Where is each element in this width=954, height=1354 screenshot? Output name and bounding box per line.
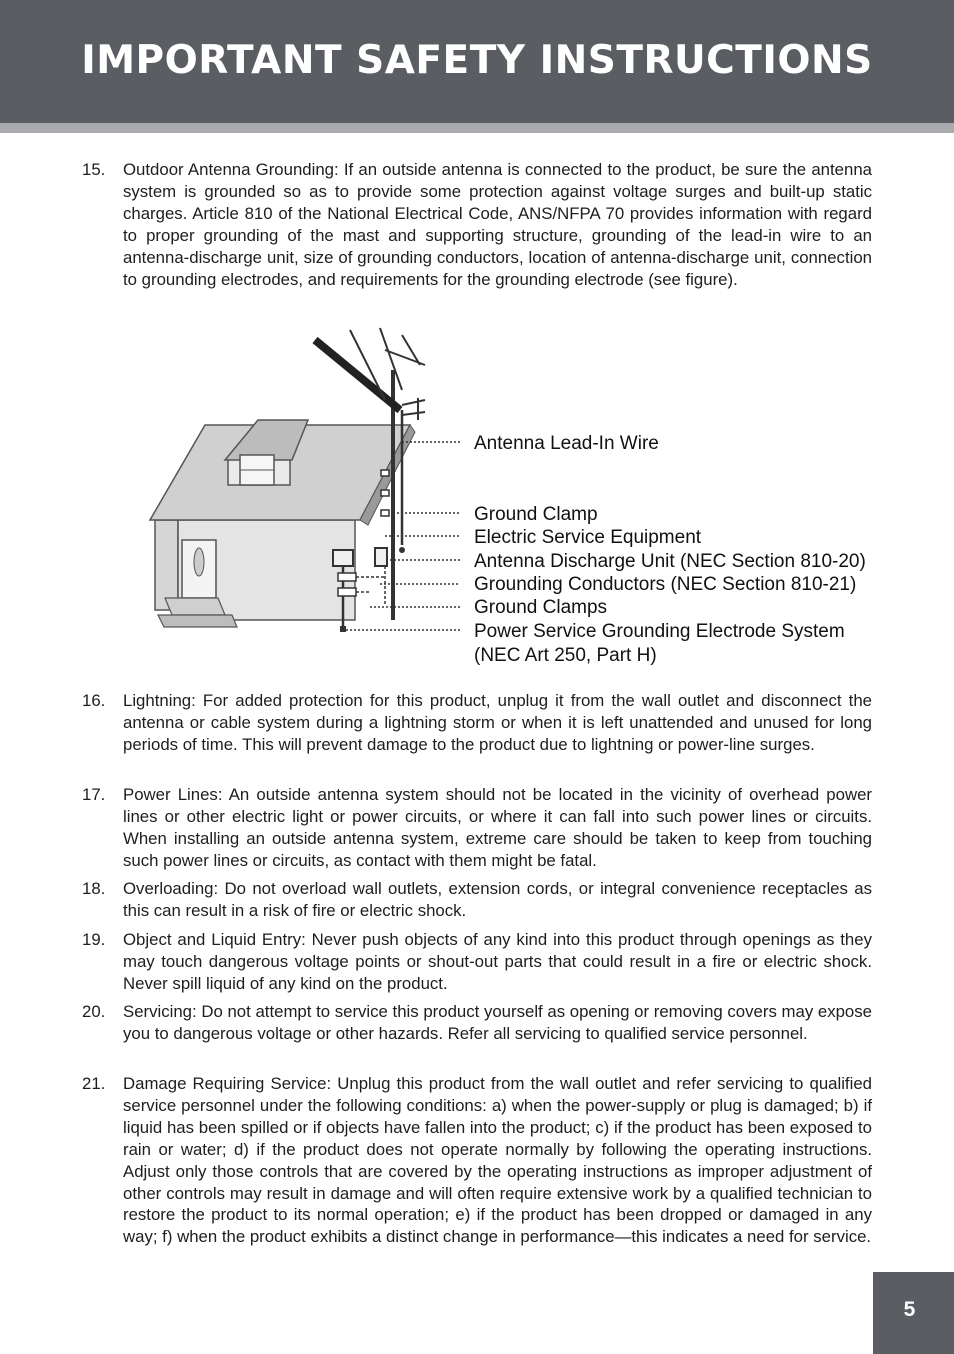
page-number-tab <box>873 1272 954 1354</box>
item-text: Lightning: For added protection for this product, unplug it from the wall outlet and disconnect the antenna or cable system during a lightning storm or when it is left unattended and unused for long periods of time. This will prevent damage to the product due to lightning or power-line surges. <box>123 691 872 754</box>
instruction-item-20 <box>82 1001 872 1045</box>
antenna-grounding-diagram <box>140 320 880 675</box>
label-electric-service: Electric Service Equipment <box>474 527 702 548</box>
instruction-item-21 <box>82 1073 872 1248</box>
instruction-item-15 <box>82 159 872 290</box>
instruction-item-19 <box>82 929 872 995</box>
label-ground-clamp: Ground Clamp <box>474 504 598 525</box>
item-number: 18. <box>82 879 106 898</box>
item-number: 16. <box>82 691 106 710</box>
antenna-grounding-figure <box>140 320 880 675</box>
item-text: Outdoor Antenna Grounding: If an outside antenna is connected to the product, be sure the antenna system is grounded so as to provide some protection against voltage surges and built-up static charges. Article 810 of the National Electrical Code, ANS/NFPA 70 provides information with regard to proper grounding of the mast and supporting structure, grounding of the lead-in wire to an antenna-discharge unit, size of grounding conductors, location of antenna-discharge unit, connection to grounding electrodes, and requirements for the grounding electrode (see figure). <box>123 160 872 289</box>
house-side-wall <box>155 520 178 610</box>
label-electrode-part: (NEC Art 250, Part H) <box>474 645 657 666</box>
item-number: 20. <box>82 1002 106 1021</box>
grounding-electrode <box>340 626 346 632</box>
label-electrode-system: Power Service Grounding Electrode System <box>474 621 845 642</box>
discharge-unit <box>375 548 387 566</box>
instruction-item-17 <box>82 784 872 872</box>
instruction-item-16 <box>82 690 872 756</box>
header-bar <box>0 0 954 123</box>
item-text: Power Lines: An outside antenna system should not be located in the vicinity of overhead power lines or other electric light or power circuits, or where it can fall into such power lines or circuits. When installing an outside antenna system, extreme care should be taken to keep from touching such power lines or circuits, as contact with them might be fatal. <box>123 785 872 870</box>
page-title: IMPORTANT SAFETY INSTRUCTIONS <box>81 38 873 83</box>
item-text: Servicing: Do not attempt to service this product yourself as opening or removing covers may expose you to dangerous voltage or other hazards. Refer all servicing to qualified service personnel. <box>123 1002 872 1043</box>
label-grounding-conductors: Grounding Conductors (NEC Section 810-21) <box>474 574 857 595</box>
label-antenna-lead-in: Antenna Lead-In Wire <box>474 433 659 454</box>
item-text: Damage Requiring Service: Unplug this product from the wall outlet and refer servicing to qualified service personnel under the following conditions: a) when the power-supply or plug is damaged; b) if liquid has been spilled or if objects have fallen into the product; c) if the product has been exposed to rain or water; d) if the product does not operate normally by following the operating instructions. Adjust only those controls that are covered by the operating instructions as improper adjustment of other controls may result in damage and will often require extensive work by a qualified technician to restore the product to its normal operation; e) if the product has been dropped or damaged in any way; f) when the product exhibits a distinct change in performance—this indicates a need for service. <box>123 1074 872 1247</box>
label-ground-clamps: Ground Clamps <box>474 597 608 618</box>
item-number: 19. <box>82 930 106 949</box>
item-number: 21. <box>82 1074 106 1093</box>
label-discharge-unit: Antenna Discharge Unit (NEC Section 810-20) <box>474 551 866 572</box>
item-text: Object and Liquid Entry: Never push objects of any kind into this product through openings as they may touch dangerous voltage points or shout-out parts that could result in a fire or electric shock. Never spill liquid of any kind on the product. <box>123 930 872 993</box>
item-number: 17. <box>82 785 106 804</box>
steps <box>165 598 225 615</box>
item-number: 15. <box>82 160 106 179</box>
page-number: 5 <box>903 1298 916 1321</box>
electric-service-box <box>333 550 353 566</box>
instruction-item-18 <box>82 878 872 922</box>
header-stripe <box>0 123 954 133</box>
item-text: Overloading: Do not overload wall outlets, extension cords, or integral convenience receptacles as this can result in a risk of fire or electric shock. <box>123 879 872 920</box>
